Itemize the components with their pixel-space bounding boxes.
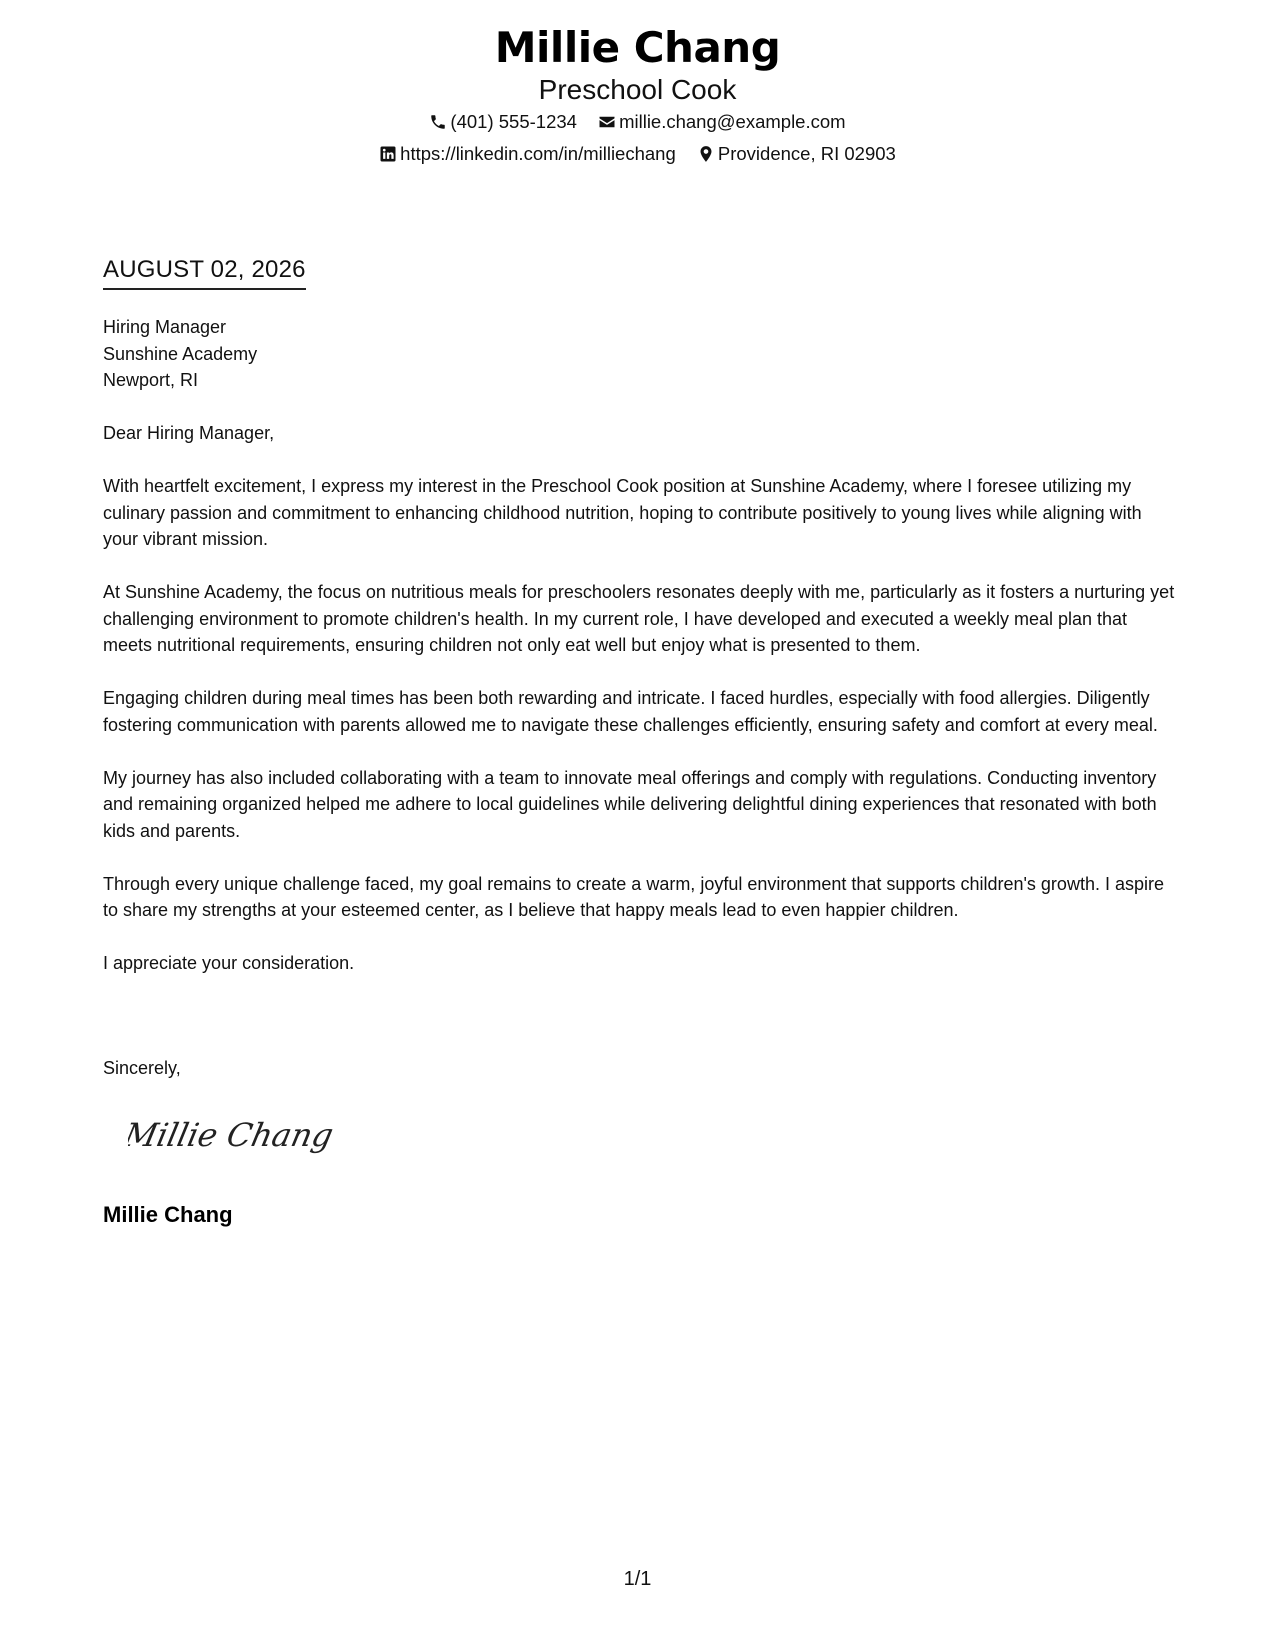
linkedin-icon: [379, 145, 397, 163]
paragraph-1: With heartfelt excitement, I express my interest in the Preschool Cook position at Sunshine Academy, where I foresee utilizing my culinary passion and commitment to enhancing childhood nutrition, hoping to contribute positively to young lives while aligning with your vibrant mission.: [103, 476, 1142, 549]
page-number: 1/1: [623, 1568, 652, 1590]
phone-text: (401) 555-1234: [450, 111, 577, 132]
linkedin-contact[interactable]: [379, 138, 676, 170]
closing: Sincerely,: [103, 1058, 181, 1078]
email-contact[interactable]: [598, 106, 845, 138]
paragraph-2: At Sunshine Academy, the focus on nutritious meals for preschoolers resonates deeply with me, particularly as it fosters a nurturing yet challenging environment to promote children's health. In my current role, I have developed and executed a weekly meal plan that meets nutritional requirements, ensuring children not only eat well but enjoy what is presented to them.: [103, 582, 1175, 655]
signature-script: Millie Chang: [128, 1116, 337, 1154]
recipient-location: Newport, RI: [103, 370, 199, 390]
phone-contact: [429, 106, 577, 138]
letter-body: [103, 314, 1178, 1003]
signature-drawing: [128, 1110, 338, 1160]
paragraph-3: Engaging children during meal times has been both rewarding and intricate. I faced hurdles, especially with food allergies. Diligently fostering communication with parents allowed me to navigate these challenges efficiently, ensuring safety and comfort at every meal.: [103, 688, 1158, 735]
salutation: Dear Hiring Manager,: [103, 423, 275, 443]
letter-header: [0, 22, 1275, 170]
contact-row-2: [0, 138, 1275, 170]
map-marker-icon: [697, 145, 715, 163]
signer-name: Millie Chang: [103, 1202, 233, 1227]
applicant-name: Millie Chang: [494, 23, 781, 72]
letter-date: AUGUST 02, 2026: [103, 255, 306, 290]
phone-icon: [429, 113, 447, 131]
envelope-icon: [598, 113, 616, 131]
recipient-company: Sunshine Academy: [103, 343, 258, 364]
location-text: Providence, RI 02903: [717, 143, 896, 164]
recipient-block: [103, 314, 1178, 394]
linkedin-link[interactable]: https://linkedin.com/in/milliechang: [400, 143, 676, 164]
applicant-title: Preschool Cook: [538, 74, 737, 105]
contact-row-1: [0, 106, 1275, 138]
paragraph-5: Through every unique challenge faced, my goal remains to create a warm, joyful environment that supports children's growth. I aspire to share my strengths at your esteemed center, as I believe that happy meals lead to even happier children.: [103, 873, 1164, 920]
paragraph-6: I appreciate your consideration.: [103, 953, 355, 973]
handwritten-signature: [128, 1110, 338, 1165]
location-contact: [697, 138, 896, 170]
recipient-role: Hiring Manager: [103, 317, 227, 337]
paragraph-4: My journey has also included collaborating with a team to innovate meal offerings and comply with regulations. Conducting inventory and remaining organized helped me adhere to local guidelines while delivering delightful dining experiences that resonated with both kids and parents.: [103, 767, 1157, 841]
email-link[interactable]: millie.chang@example.com: [619, 111, 846, 132]
